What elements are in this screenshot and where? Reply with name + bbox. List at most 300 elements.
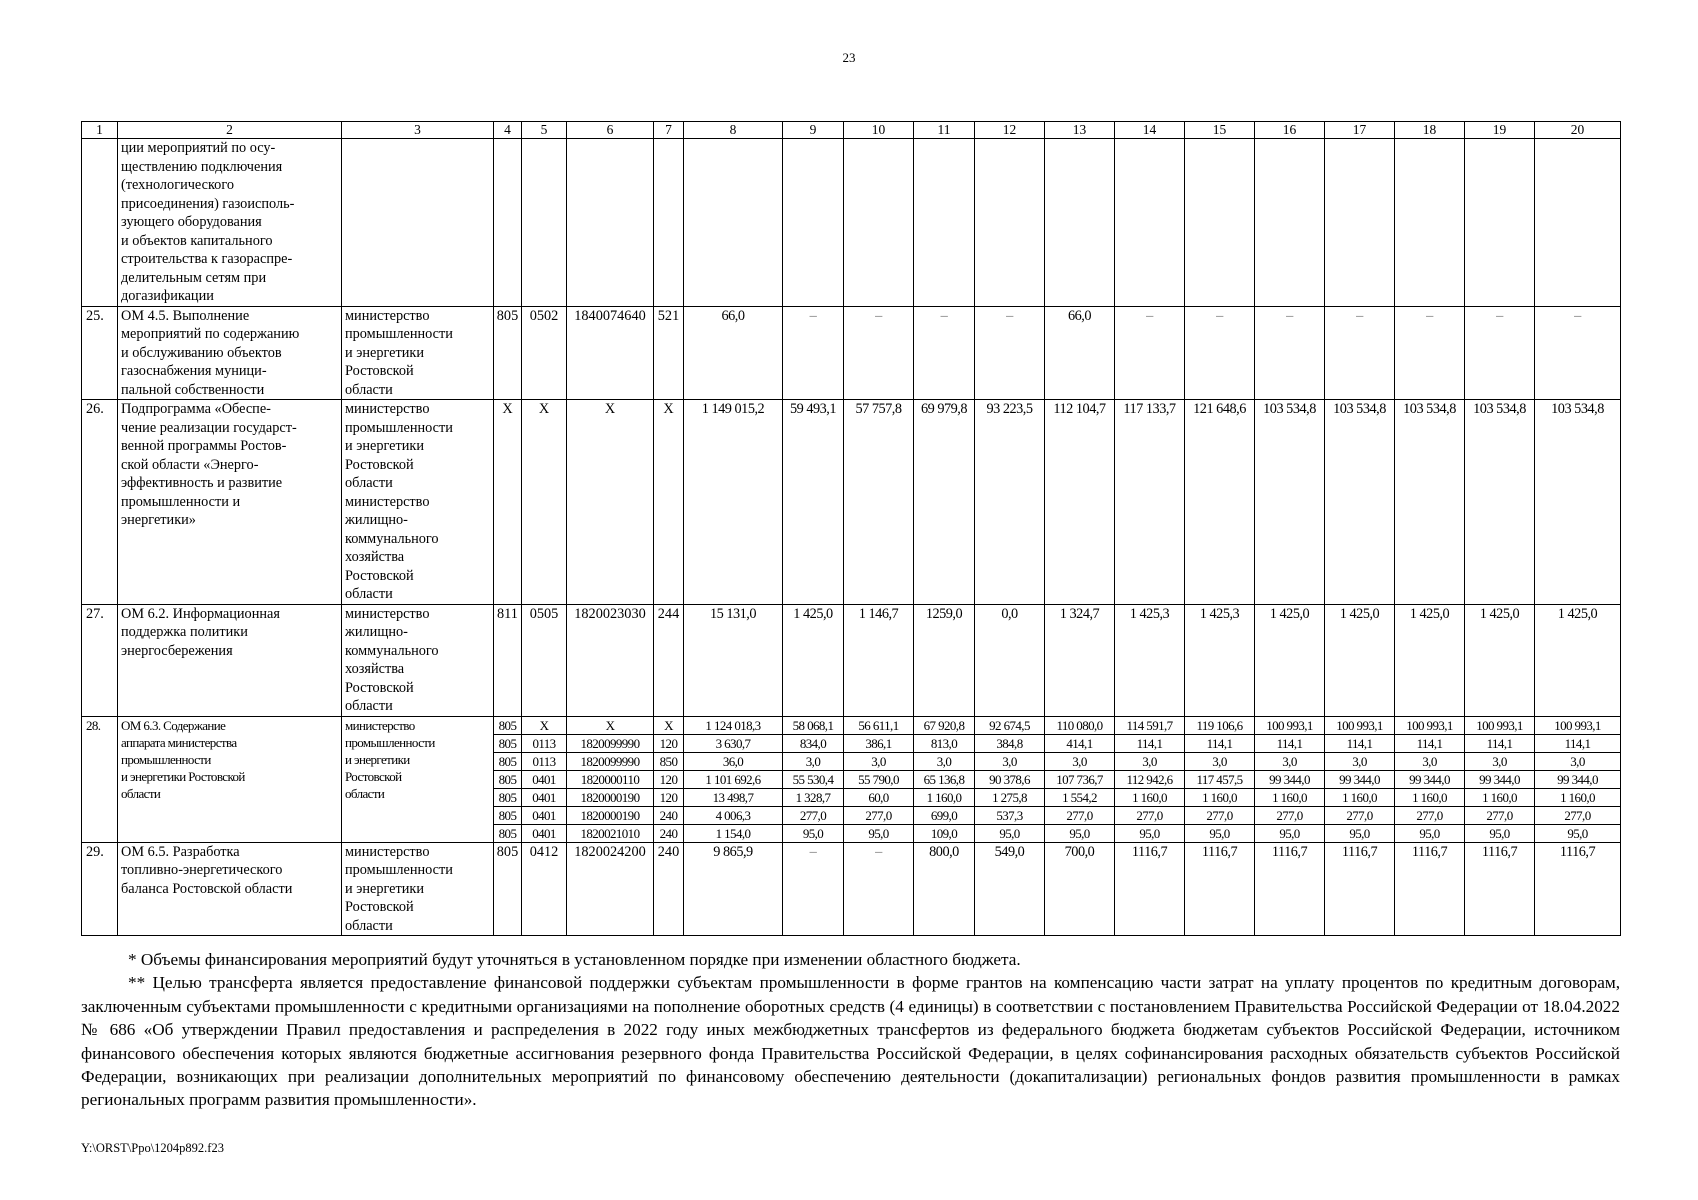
funding-value: 1 425,0 xyxy=(1395,604,1465,716)
funding-value: 1 160,0 xyxy=(1535,788,1621,806)
budget-code-c5: 0401 xyxy=(522,770,567,788)
funding-value xyxy=(1255,139,1325,307)
funding-value: 95,0 xyxy=(1185,824,1255,842)
funding-value: 100 993,1 xyxy=(1535,716,1621,734)
budget-code-c4: 805 xyxy=(494,734,522,752)
budget-code-c5: 0401 xyxy=(522,788,567,806)
funding-value: 3,0 xyxy=(1115,752,1185,770)
event-name-line: ОМ 6.5. Разработка xyxy=(121,843,240,860)
responsible-line: промышленности xyxy=(345,326,453,342)
responsible-line: Ростовской xyxy=(345,456,414,473)
row-number: 25. xyxy=(82,306,118,400)
funding-value: 107 736,7 xyxy=(1045,770,1115,788)
event-name-line: и объектов капитального xyxy=(121,232,273,249)
funding-value: 1 160,0 xyxy=(1255,788,1325,806)
budget-code-c6: X xyxy=(567,400,654,605)
responsible-line: и энергетики xyxy=(345,344,425,361)
funding-value: 114,1 xyxy=(1535,734,1621,752)
budget-code-c6: 1820024200 xyxy=(567,842,654,936)
header-cell: 14 xyxy=(1115,122,1185,139)
funding-value: 1 160,0 xyxy=(1395,788,1465,806)
row-number: 29. xyxy=(82,842,118,936)
budget-code-c6: 1820000190 xyxy=(567,806,654,824)
funding-value: 95,0 xyxy=(1535,824,1621,842)
funding-value: 93 223,5 xyxy=(975,400,1045,605)
budget-code-c4: 805 xyxy=(494,306,522,400)
responsible-line: промышленности xyxy=(345,734,435,750)
budget-code-c6: 1820021010 xyxy=(567,824,654,842)
table-subrow xyxy=(82,716,1621,734)
funding-value: 99 344,0 xyxy=(1395,770,1465,788)
budget-code-c7: 240 xyxy=(654,824,684,842)
event-name xyxy=(118,604,342,716)
funding-value: 414,1 xyxy=(1045,734,1115,752)
funding-value: 1 425,0 xyxy=(783,604,844,716)
responsible-line: Ростовской xyxy=(345,679,414,696)
funding-value: 95,0 xyxy=(1325,824,1395,842)
header-cell: 10 xyxy=(844,122,914,139)
event-name-line: и обслуживанию объектов xyxy=(121,344,282,361)
header-cell: 9 xyxy=(783,122,844,139)
funding-value: 277,0 xyxy=(1325,806,1395,824)
responsible-line: коммунального xyxy=(345,642,439,659)
funding-value: 109,0 xyxy=(914,824,975,842)
budget-code-c5: X xyxy=(522,400,567,605)
funding-value: 95,0 xyxy=(783,824,844,842)
funding-value: – xyxy=(1115,306,1185,400)
funding-value: 1 160,0 xyxy=(1325,788,1395,806)
responsible-line: и энергетики xyxy=(345,438,425,454)
funding-value: 1 425,0 xyxy=(1535,604,1621,716)
funding-value: – xyxy=(1185,306,1255,400)
budget-code-c5: 0505 xyxy=(522,604,567,716)
header-cell: 18 xyxy=(1395,122,1465,139)
funding-value: 56 611,1 xyxy=(844,716,914,734)
budget-code-c6: 1820099990 xyxy=(567,734,654,752)
funding-value: 114,1 xyxy=(1395,734,1465,752)
header-cell: 19 xyxy=(1465,122,1535,139)
event-name-line: баланса Ростовской области xyxy=(121,880,293,897)
funding-value xyxy=(844,139,914,307)
funding-value xyxy=(684,139,783,307)
funding-value: 65 136,8 xyxy=(914,770,975,788)
event-name-line: присоединения) газоисполь- xyxy=(121,195,295,212)
funding-value: 95,0 xyxy=(1255,824,1325,842)
funding-value: 1 160,0 xyxy=(914,788,975,806)
header-cell: 4 xyxy=(494,122,522,139)
funding-value: 121 648,6 xyxy=(1185,400,1255,605)
funding-value xyxy=(1325,139,1395,307)
file-path: Y:\ORST\Ppo\1204p892.f23 xyxy=(81,1141,224,1155)
funding-value: 1116,7 xyxy=(1395,842,1465,936)
budget-code-c5: 0401 xyxy=(522,824,567,842)
budget-code-c7: 240 xyxy=(654,806,684,824)
budget-code-c7: 244 xyxy=(654,604,684,716)
event-name-line: догазификации xyxy=(121,288,214,304)
header-cell: 8 xyxy=(684,122,783,139)
funding-value: 277,0 xyxy=(844,806,914,824)
funding-value: 277,0 xyxy=(1465,806,1535,824)
funding-value: 1 425,0 xyxy=(1255,604,1325,716)
budget-code-c6: 1820000110 xyxy=(567,770,654,788)
funding-value: – xyxy=(783,306,844,400)
header-cell: 3 xyxy=(342,122,494,139)
funding-value: 1 425,3 xyxy=(1115,604,1185,716)
event-name-line: пальной собственности xyxy=(121,381,265,398)
budget-code-c4 xyxy=(494,139,522,307)
event-name-line: (технологического xyxy=(121,177,234,193)
event-name-line: ОМ 4.5. Выполнение xyxy=(121,307,250,324)
funding-value: 1 149 015,2 xyxy=(684,400,783,605)
budget-code-c5 xyxy=(522,139,567,307)
funding-value: 277,0 xyxy=(1255,806,1325,824)
funding-value xyxy=(1465,139,1535,307)
event-name-line: зующего оборудования xyxy=(121,214,262,230)
funding-value: 3,0 xyxy=(1395,752,1465,770)
responsible-line: Ростовской xyxy=(345,567,414,584)
event-name-line: делительным сетям при xyxy=(121,269,267,286)
funding-value: 1 554,2 xyxy=(1045,788,1115,806)
header-cell: 20 xyxy=(1535,122,1621,139)
event-name-line: ОМ 6.2. Информационная xyxy=(121,605,280,622)
funding-value: 1116,7 xyxy=(1115,842,1185,936)
header-cell: 13 xyxy=(1045,122,1115,139)
funding-value xyxy=(1045,139,1115,307)
funding-value: 103 534,8 xyxy=(1255,400,1325,605)
event-name-line: энергосбережения xyxy=(121,642,233,659)
header-cell: 6 xyxy=(567,122,654,139)
event-name-line: аппарата министерства xyxy=(121,734,237,750)
funding-value: 1116,7 xyxy=(1185,842,1255,936)
header-cell: 12 xyxy=(975,122,1045,139)
funding-value: 114,1 xyxy=(1115,734,1185,752)
funding-value: 95,0 xyxy=(1045,824,1115,842)
budget-code-c7: 120 xyxy=(654,770,684,788)
funding-value: – xyxy=(975,306,1045,400)
funding-value: – xyxy=(783,842,844,936)
funding-value xyxy=(1185,139,1255,307)
budget-table-container xyxy=(81,121,1620,936)
funding-value: 1116,7 xyxy=(1255,842,1325,936)
funding-value: 103 534,8 xyxy=(1535,400,1621,605)
funding-value: 66,0 xyxy=(1045,306,1115,400)
funding-value: 66,0 xyxy=(684,306,783,400)
funding-value: 277,0 xyxy=(1535,806,1621,824)
budget-table xyxy=(81,121,1621,936)
funding-value: 99 344,0 xyxy=(1465,770,1535,788)
funding-value: 4 006,3 xyxy=(684,806,783,824)
budget-code-c7: 850 xyxy=(654,752,684,770)
funding-value: 55 530,4 xyxy=(783,770,844,788)
table-row xyxy=(82,306,1621,400)
funding-value: 69 979,8 xyxy=(914,400,975,605)
event-name-line: венной программы Ростов- xyxy=(121,438,287,454)
funding-value: 1 160,0 xyxy=(1115,788,1185,806)
funding-value: 99 344,0 xyxy=(1325,770,1395,788)
responsible-line: Ростовской xyxy=(345,363,414,379)
budget-code-c4: 805 xyxy=(494,716,522,734)
responsible-line: области xyxy=(345,698,393,714)
responsible-line: хозяйства xyxy=(345,549,405,565)
responsible-line: министерство xyxy=(345,717,415,733)
funding-value: 800,0 xyxy=(914,842,975,936)
table-row xyxy=(82,400,1621,605)
funding-value: 1 324,7 xyxy=(1045,604,1115,716)
funding-value: 537,3 xyxy=(975,806,1045,824)
budget-code-c5: 0401 xyxy=(522,806,567,824)
funding-value: 67 920,8 xyxy=(914,716,975,734)
responsible-line: промышленности xyxy=(345,419,453,436)
funding-value: 114,1 xyxy=(1185,734,1255,752)
funding-value xyxy=(1395,139,1465,307)
event-name-line: топливно-энергетического xyxy=(121,862,283,878)
funding-value: 95,0 xyxy=(1395,824,1465,842)
funding-value: 114,1 xyxy=(1325,734,1395,752)
header-cell: 17 xyxy=(1325,122,1395,139)
funding-value: 117 133,7 xyxy=(1115,400,1185,605)
header-cell: 1 xyxy=(82,122,118,139)
responsible-line: министерство xyxy=(345,493,430,510)
budget-code-c7 xyxy=(654,139,684,307)
funding-value: 58 068,1 xyxy=(783,716,844,734)
responsible-executor xyxy=(342,306,494,400)
responsible-executor xyxy=(342,842,494,936)
event-name-line: ции мероприятий по осу- xyxy=(121,140,276,156)
funding-value: 1116,7 xyxy=(1535,842,1621,936)
responsible-line: и энергетики xyxy=(345,751,410,767)
budget-code-c4: 805 xyxy=(494,806,522,824)
responsible-line: министерство xyxy=(345,605,430,622)
funding-value: – xyxy=(844,842,914,936)
responsible-executor xyxy=(342,716,494,842)
budget-code-c6: 1820023030 xyxy=(567,604,654,716)
row-number: 28. xyxy=(82,716,118,842)
budget-code-c4: 805 xyxy=(494,788,522,806)
event-name-line: строительства к газораспре- xyxy=(121,251,293,267)
funding-value: 1259,0 xyxy=(914,604,975,716)
funding-value: 3,0 xyxy=(1465,752,1535,770)
funding-value: 3,0 xyxy=(844,752,914,770)
budget-code-c7: 120 xyxy=(654,734,684,752)
footnote-1: * Объемы финансирования мероприятий будут уточняться в установленном порядке при изменении областного бюджета. xyxy=(128,950,1021,969)
budget-code-c5: 0113 xyxy=(522,752,567,770)
budget-code-c5: 0502 xyxy=(522,306,567,400)
funding-value: 114,1 xyxy=(1465,734,1535,752)
budget-code-c7: 240 xyxy=(654,842,684,936)
responsible-line: жилищно- xyxy=(345,624,408,640)
funding-value: 1 160,0 xyxy=(1185,788,1255,806)
funding-value: 3,0 xyxy=(1185,752,1255,770)
footnote-2: ** Целью трансферта является предоставление финансовой поддержки субъектам промышленности в форме грантов на компенсацию части затрат на уплату процентов по кредитным договорам, заключенным субъектами промышленности с кредитными организациями на пополнение оборотных средств (4 единицы) в соответствии с постановлением Правительства Российской Федерации от 18.04.2022 № 686 «Об утверждении Правил предоставления и распределения в 2022 году иных межбюджетных трансфертов из федерального бюджета бюджетам субъектов Российской Федерации, источником финансового обеспечения которых являются бюджетные ассигнования резервного фонда Правительства Российской Федерации, в целях софинансирования расходных обязательств субъектов Российской Федерации, возникающих при реализации дополнительных мероприятий по финансовому обеспечению деятельности (докапитализации) региональных фондов развития промышленности в рамках региональных программ развития промышленности». xyxy=(81,973,1620,1110)
responsible-executor xyxy=(342,604,494,716)
budget-code-c4: 811 xyxy=(494,604,522,716)
budget-code-c7: 120 xyxy=(654,788,684,806)
funding-value: 90 378,6 xyxy=(975,770,1045,788)
funding-value: 59 493,1 xyxy=(783,400,844,605)
event-name-line: энергетики» xyxy=(121,512,196,528)
funding-value xyxy=(914,139,975,307)
funding-value xyxy=(975,139,1045,307)
funding-value: – xyxy=(1465,306,1535,400)
budget-code-c5: 0412 xyxy=(522,842,567,936)
responsible-line: хозяйства xyxy=(345,661,405,677)
footnotes xyxy=(81,948,1620,1112)
funding-value: 99 344,0 xyxy=(1535,770,1621,788)
funding-value: 277,0 xyxy=(783,806,844,824)
table-row xyxy=(82,842,1621,936)
funding-value: 0,0 xyxy=(975,604,1045,716)
funding-value: 95,0 xyxy=(1115,824,1185,842)
page-number: 23 xyxy=(842,50,856,65)
funding-value: 112 942,6 xyxy=(1115,770,1185,788)
budget-code-c7: X xyxy=(654,400,684,605)
header-cell: 16 xyxy=(1255,122,1325,139)
event-name xyxy=(118,842,342,936)
header-cell: 15 xyxy=(1185,122,1255,139)
funding-value: 60,0 xyxy=(844,788,914,806)
funding-value: 3,0 xyxy=(975,752,1045,770)
funding-value: 1 275,8 xyxy=(975,788,1045,806)
event-name-line: ществлению подключения xyxy=(121,158,283,175)
funding-value: 277,0 xyxy=(1395,806,1465,824)
funding-value: 700,0 xyxy=(1045,842,1115,936)
header-row xyxy=(82,122,1621,139)
row-number: 27. xyxy=(82,604,118,716)
responsible-line: коммунального xyxy=(345,530,439,547)
header-cell: 7 xyxy=(654,122,684,139)
budget-code-c4: 805 xyxy=(494,752,522,770)
event-name-line: ской области «Энерго- xyxy=(121,456,259,473)
budget-code-c6: 1820000190 xyxy=(567,788,654,806)
responsible-line: области xyxy=(345,586,393,602)
event-name xyxy=(118,139,342,307)
funding-value: 699,0 xyxy=(914,806,975,824)
event-name-line: промышленности и xyxy=(121,493,241,510)
header-cell: 11 xyxy=(914,122,975,139)
budget-code-c5: X xyxy=(522,716,567,734)
funding-value: 1116,7 xyxy=(1465,842,1535,936)
responsible-line: промышленности xyxy=(345,862,453,878)
event-name-line: Подпрограмма «Обеспе- xyxy=(121,401,271,417)
funding-value: 103 534,8 xyxy=(1325,400,1395,605)
funding-value: 1 425,3 xyxy=(1185,604,1255,716)
event-name xyxy=(118,306,342,400)
funding-value: 3 630,7 xyxy=(684,734,783,752)
funding-value: 386,1 xyxy=(844,734,914,752)
funding-value: 100 993,1 xyxy=(1325,716,1395,734)
budget-code-c4: X xyxy=(494,400,522,605)
header-cell: 2 xyxy=(118,122,342,139)
event-name xyxy=(118,716,342,842)
funding-value: 3,0 xyxy=(783,752,844,770)
funding-value: 15 131,0 xyxy=(684,604,783,716)
funding-value: 57 757,8 xyxy=(844,400,914,605)
funding-value: 1 328,7 xyxy=(783,788,844,806)
budget-code-c4: 805 xyxy=(494,842,522,936)
funding-value: 95,0 xyxy=(975,824,1045,842)
funding-value: 1 425,0 xyxy=(1465,604,1535,716)
funding-value: 277,0 xyxy=(1045,806,1115,824)
event-name-line: области xyxy=(121,785,161,801)
responsible-line: области xyxy=(345,785,385,801)
funding-value: 1 160,0 xyxy=(1465,788,1535,806)
responsible-line: области xyxy=(345,475,393,491)
funding-value: – xyxy=(914,306,975,400)
row-number xyxy=(82,139,118,307)
funding-value: 1 124 018,3 xyxy=(684,716,783,734)
funding-value: 1 154,0 xyxy=(684,824,783,842)
event-name-line: поддержка политики xyxy=(121,624,248,640)
responsible-line: области xyxy=(345,381,393,398)
funding-value: 9 865,9 xyxy=(684,842,783,936)
funding-value: 3,0 xyxy=(1255,752,1325,770)
funding-value: 1 146,7 xyxy=(844,604,914,716)
header-cell: 5 xyxy=(522,122,567,139)
funding-value: 114 591,7 xyxy=(1115,716,1185,734)
funding-value: 95,0 xyxy=(1465,824,1535,842)
event-name-line: мероприятий по содержанию xyxy=(121,326,300,342)
row-number: 26. xyxy=(82,400,118,605)
funding-value: 103 534,8 xyxy=(1395,400,1465,605)
funding-value: – xyxy=(1535,306,1621,400)
budget-code-c6 xyxy=(567,139,654,307)
funding-value: 103 534,8 xyxy=(1465,400,1535,605)
table-row xyxy=(82,604,1621,716)
funding-value: 384,8 xyxy=(975,734,1045,752)
funding-value: 3,0 xyxy=(1535,752,1621,770)
responsible-line: Ростовской xyxy=(345,768,402,784)
funding-value: 100 993,1 xyxy=(1465,716,1535,734)
funding-value: 119 106,6 xyxy=(1185,716,1255,734)
funding-value: 100 993,1 xyxy=(1255,716,1325,734)
responsible-line: области xyxy=(345,917,393,934)
budget-code-c5: 0113 xyxy=(522,734,567,752)
funding-value: 1 425,0 xyxy=(1325,604,1395,716)
funding-value: 3,0 xyxy=(914,752,975,770)
funding-value: 100 993,1 xyxy=(1395,716,1465,734)
budget-code-c6: 1840074640 xyxy=(567,306,654,400)
funding-value: 99 344,0 xyxy=(1255,770,1325,788)
funding-value: 834,0 xyxy=(783,734,844,752)
responsible-line: министерство xyxy=(345,307,430,324)
funding-value: – xyxy=(1255,306,1325,400)
funding-value: 114,1 xyxy=(1255,734,1325,752)
responsible-line: министерство xyxy=(345,401,430,417)
responsible-line: и энергетики xyxy=(345,880,425,897)
funding-value: 55 790,0 xyxy=(844,770,914,788)
funding-value: 92 674,5 xyxy=(975,716,1045,734)
event-name-line: промышленности xyxy=(121,751,211,767)
funding-value: 1116,7 xyxy=(1325,842,1395,936)
event-name xyxy=(118,400,342,605)
funding-value: 110 080,0 xyxy=(1045,716,1115,734)
budget-code-c6: 1820099990 xyxy=(567,752,654,770)
responsible-line: министерство xyxy=(345,843,430,860)
responsible-executor xyxy=(342,139,494,307)
event-name-line: и энергетики Ростовской xyxy=(121,768,245,784)
event-name-line: чение реализации государст- xyxy=(121,419,297,436)
funding-value: 36,0 xyxy=(684,752,783,770)
event-name-line: ОМ 6.3. Содержание xyxy=(121,717,226,733)
funding-value xyxy=(1115,139,1185,307)
budget-code-c4: 805 xyxy=(494,824,522,842)
funding-value: 277,0 xyxy=(1115,806,1185,824)
funding-value: – xyxy=(844,306,914,400)
funding-value: 3,0 xyxy=(1045,752,1115,770)
funding-value: 277,0 xyxy=(1185,806,1255,824)
funding-value: 549,0 xyxy=(975,842,1045,936)
budget-code-c7: X xyxy=(654,716,684,734)
